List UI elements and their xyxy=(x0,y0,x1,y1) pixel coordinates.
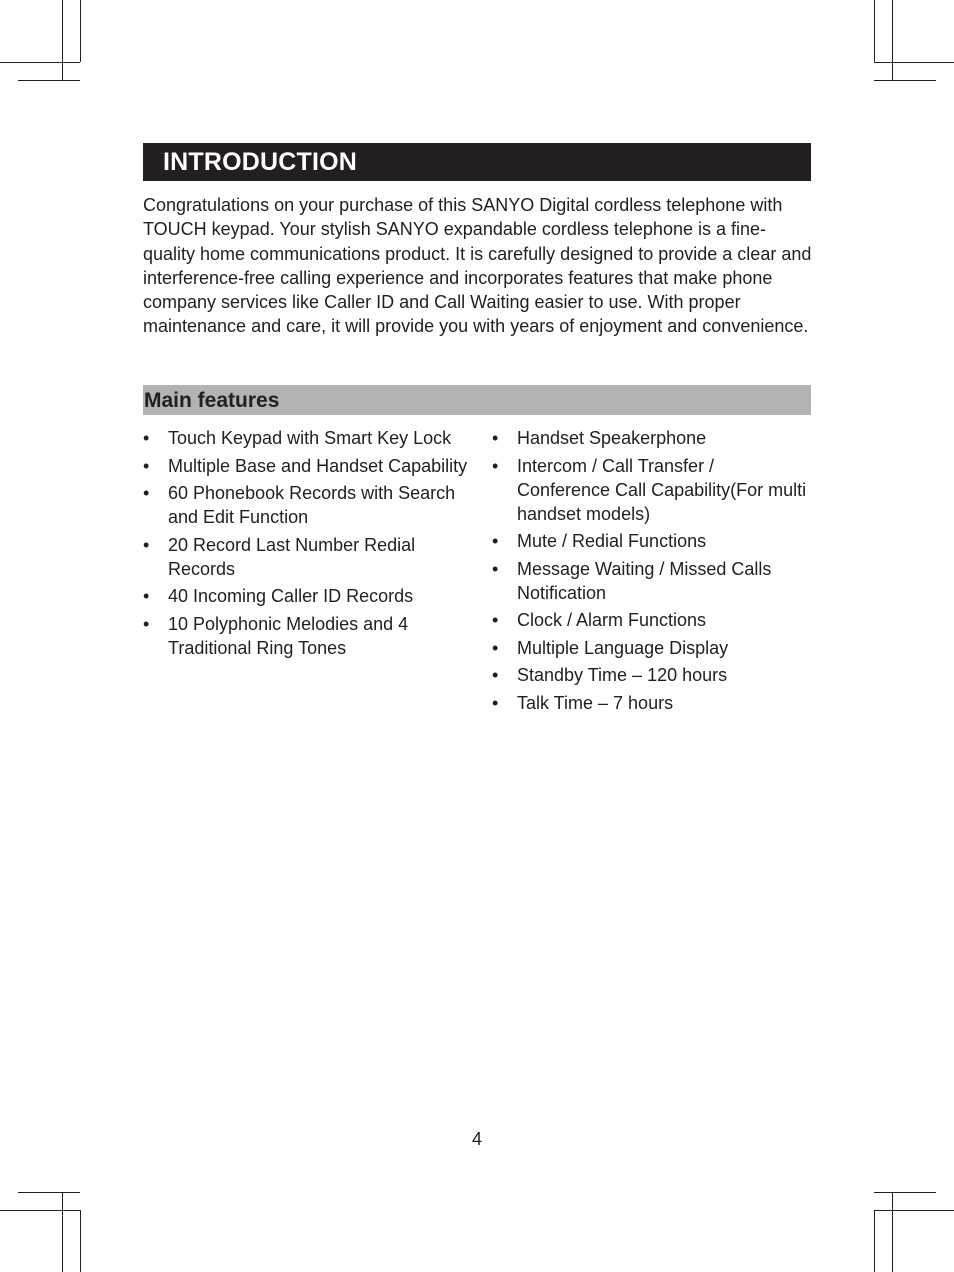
bullet-icon: • xyxy=(492,558,499,579)
crop-mark xyxy=(0,62,80,63)
crop-mark xyxy=(0,1210,80,1211)
crop-mark xyxy=(874,80,936,81)
feature-text: Clock / Alarm Functions xyxy=(517,610,707,630)
crop-mark xyxy=(18,80,80,81)
list-item xyxy=(492,691,812,715)
bullet-icon: • xyxy=(492,455,499,476)
crop-mark xyxy=(62,1192,63,1272)
list-item xyxy=(492,529,812,553)
crop-mark xyxy=(874,1210,875,1272)
feature-text: 60 Phonebook Records with Search and Edit Function xyxy=(168,483,456,527)
list-item xyxy=(492,557,812,605)
bullet-icon: • xyxy=(492,692,499,713)
crop-mark xyxy=(874,1210,954,1211)
feature-text: Multiple Language Display xyxy=(517,637,729,658)
bullet-icon: • xyxy=(143,586,150,606)
crop-mark xyxy=(874,62,954,63)
bullet-icon: • xyxy=(492,637,499,658)
list-item xyxy=(143,426,473,450)
features-list-right xyxy=(492,426,812,718)
feature-text: Message Waiting / Missed Calls Notification xyxy=(517,558,772,603)
crop-mark xyxy=(18,1192,80,1193)
crop-mark xyxy=(874,1192,936,1193)
feature-text: 20 Record Last Number Redial Records xyxy=(168,534,416,579)
bullet-icon: • xyxy=(492,531,499,551)
feature-text: Standby Time – 120 hours xyxy=(517,665,728,685)
intro-paragraph: Congratulations on your purchase of this SANYO Digital cordless telephone with TOUCH keypad. Your stylish SANYO expandable cordless telephone is a fine-quality home communications product. It is carefully designed to provide a clear and interference-free calling experience and incorporates features that make phone company services like Caller ID and Call Waiting easier to use. With proper maintenance and care, it will provide you with years of enjoyment and convenience. xyxy=(143,195,812,337)
crop-mark xyxy=(80,1210,81,1272)
bullet-icon: • xyxy=(143,534,150,555)
bullet-icon: • xyxy=(143,455,150,476)
bullet-icon: • xyxy=(492,610,499,630)
crop-mark xyxy=(62,0,63,80)
bullet-icon: • xyxy=(492,428,499,448)
subsection-heading: Main features xyxy=(143,385,811,415)
bullet-icon: • xyxy=(143,428,150,448)
list-item xyxy=(492,608,812,632)
list-item xyxy=(143,584,473,608)
crop-mark xyxy=(80,0,81,62)
list-item xyxy=(492,663,812,687)
list-item xyxy=(492,636,812,660)
list-item xyxy=(143,481,473,529)
section-heading: INTRODUCTION xyxy=(143,143,811,181)
list-item xyxy=(143,533,473,581)
bullet-icon: • xyxy=(143,613,150,634)
list-item xyxy=(492,426,812,450)
list-item xyxy=(143,612,473,660)
crop-mark xyxy=(892,1192,893,1272)
page-number: 4 xyxy=(471,1129,482,1149)
feature-text: Talk Time – 7 hours xyxy=(517,692,674,713)
feature-text: Touch Keypad with Smart Key Lock xyxy=(168,428,452,448)
feature-text: Mute / Redial Functions xyxy=(517,531,707,551)
feature-text: Intercom / Call Transfer / Conference Call Capability(For multi handset models) xyxy=(517,455,807,524)
crop-mark xyxy=(892,0,893,80)
crop-mark xyxy=(874,0,875,62)
bullet-icon: • xyxy=(143,483,150,503)
bullet-icon: • xyxy=(492,665,499,685)
feature-text: 10 Polyphonic Melodies and 4 Traditional Ring Tones xyxy=(168,613,409,658)
features-list-left xyxy=(143,426,473,663)
feature-text: Handset Speakerphone xyxy=(517,428,707,448)
feature-text: Multiple Base and Handset Capability xyxy=(168,455,468,476)
feature-text: 40 Incoming Caller ID Records xyxy=(168,586,414,606)
list-item xyxy=(492,454,812,526)
list-item xyxy=(143,454,473,478)
